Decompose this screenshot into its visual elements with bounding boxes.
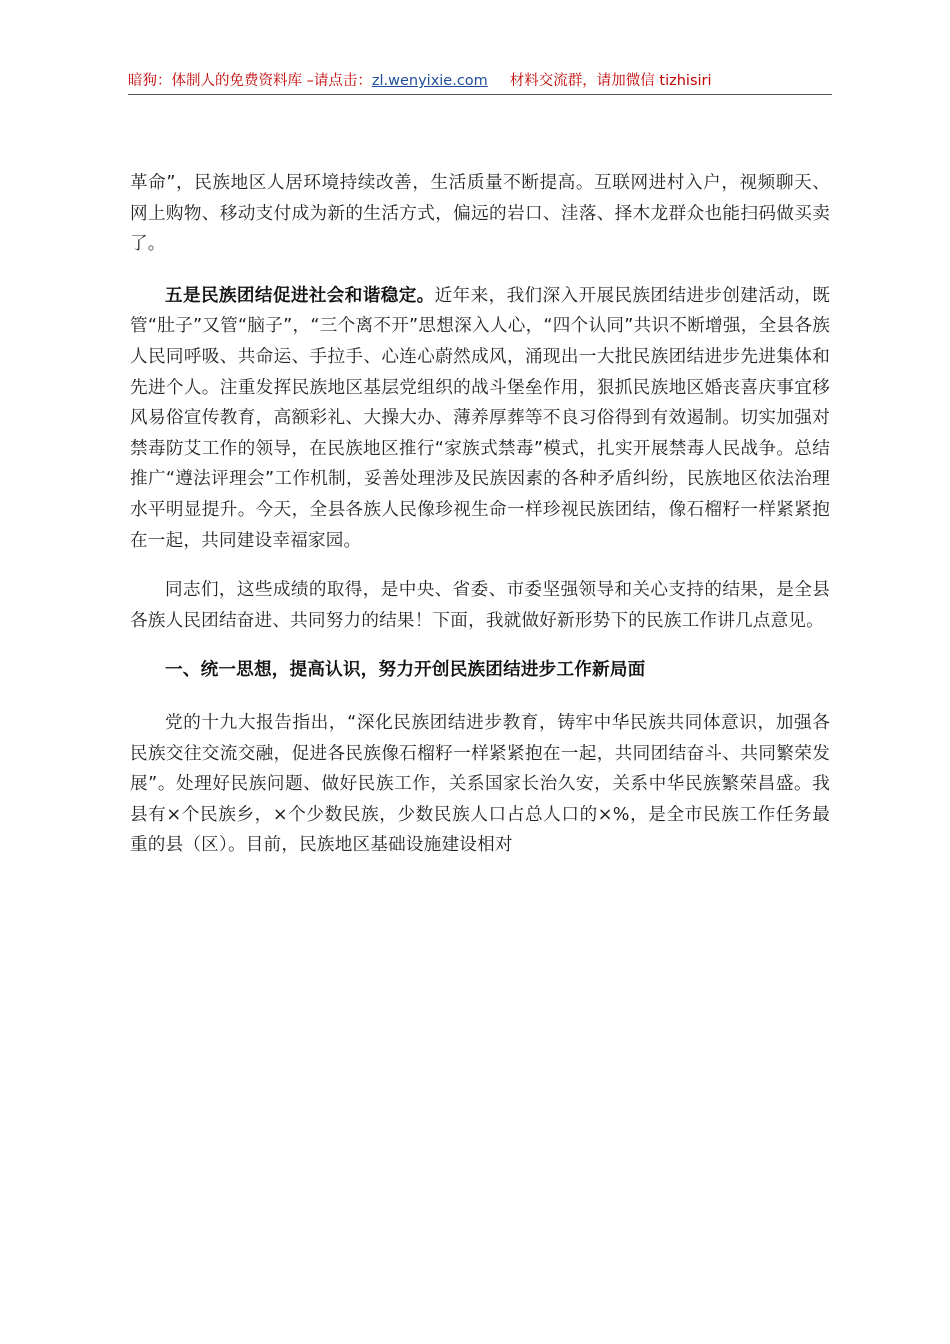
- header-group-info: 材料交流群，请加微信 tizhisiri: [509, 73, 712, 89]
- paragraph-4: 党的十九大报告指出，“深化民族团结进步教育，铸牢中华民族共同体意识，加强各民族交往交流交融，促进各民族像石榴籽一样紧紧抱在一起，共同团结奋斗、共同繁荣发展”。处理好民族问题、做好民族工作，关系国家长治久安，关系中华民族繁荣昌盛。我县有×个民族乡，×个少数民族，少数民族人口占总人口的×%，是全市民族工作任务最重的县（区）。目前，民族地区基础设施建设相对: [130, 712, 830, 856]
- document-body: [130, 168, 830, 861]
- header-brand: 暗狗：体制人的免费资料库: [128, 73, 302, 89]
- paragraph-3: 同志们，这些成绩的取得，是中央、省委、市委坚强领导和关心支持的结果，是全县各族人民团结奋进、共同努力的结果！下面，我就做好新形势下的民族工作讲几点意见。: [130, 580, 830, 631]
- paragraph-2: [130, 281, 830, 556]
- header-dash: –: [302, 73, 314, 89]
- paragraph-2-body: 近年来，我们深入开展民族团结进步创建活动，既管“肚子”又管“脑子”，“三个离不开”思想深入人心，“四个认同”共识不断增强，全县各族人民同呼吸、共命运、手拉手、心连心蔚然成风，涌现出一大批民族团结进步先进集体和先进个人。注重发挥民族地区基层党组织的战斗堡垒作用，狠抓民族地区婚丧喜庆事宜移风易俗宣传教育，高额彩礼、大操大办、薄养厚葬等不良习俗得到有效遏制。切实加强对禁毒防艾工作的领导，在民族地区推行“家族式禁毒”模式，扎实开展禁毒人民战争。总结推广“遵法评理会”工作机制，妥善处理涉及民族因素的各种矛盾纠纷，民族地区依法治理水平明显提升。今天，全县各族人民像珍视生命一样珍视民族团结，像石榴籽一样紧紧抱在一起，共同建设幸福家园。: [130, 285, 830, 551]
- header-click-label: 请点击：: [313, 73, 372, 89]
- page-header: [128, 72, 832, 95]
- paragraph-2-lead: 五是民族团结促进社会和谐稳定。: [165, 285, 435, 306]
- header-link[interactable]: zl.wenyixie.com: [371, 73, 488, 89]
- paragraph-1: 革命”，民族地区人居环境持续改善，生活质量不断提高。互联网进村入户，视频聊天、网上购物、移动支付成为新的生活方式，偏远的岩口、洼落、择木龙群众也能扫码做买卖了。: [130, 173, 830, 255]
- section-heading-1: 一、统一思想，提高认识，努力开创民族团结进步工作新局面: [165, 660, 646, 681]
